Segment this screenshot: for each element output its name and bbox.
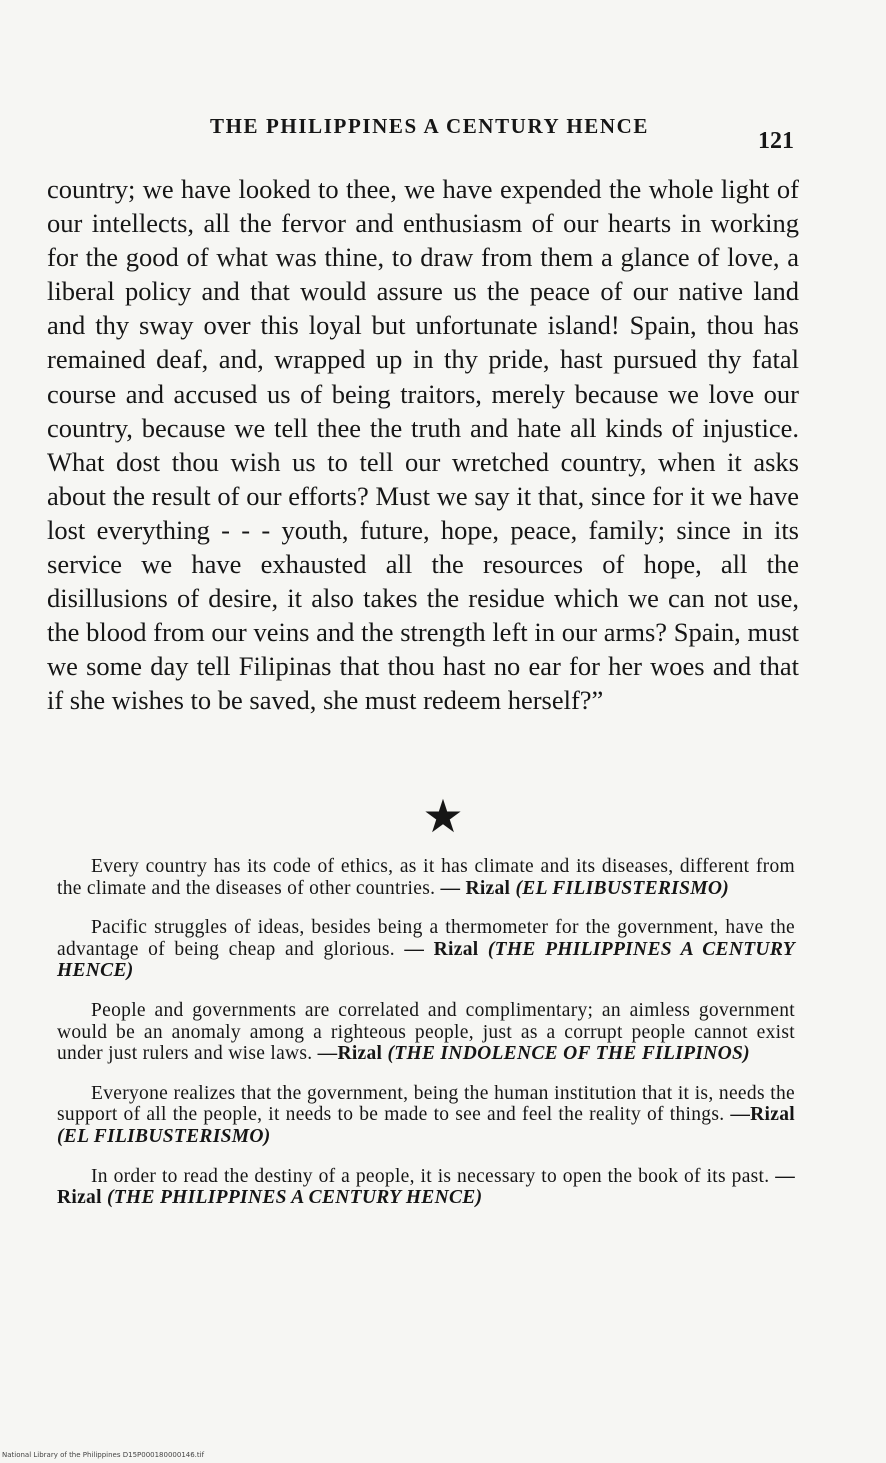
quote-source: (THE PHILIPPINES A CENTURY HENCE) [107, 1187, 483, 1209]
page-header [0, 114, 886, 154]
quote-source: (THE PHILIPPINES A CENTURY HENCE) [57, 938, 795, 982]
quote-source: (EL FILIBUSTERISMO) [515, 877, 730, 899]
quote-attribution: — Rizal [404, 938, 479, 960]
quote-attribution: — Rizal [57, 1165, 795, 1209]
quote-attribution: —Rizal [730, 1104, 795, 1126]
quote-5 [57, 1166, 795, 1209]
quote-attribution: — Rizal [440, 877, 511, 899]
quote-2 [57, 917, 795, 982]
quote-source: (THE INDOLENCE OF THE FILIPINOS) [387, 1043, 750, 1065]
quote-3 [57, 1000, 795, 1065]
scan-footer-note: National Library of the Philippines D15P000180000146.tif [2, 1451, 205, 1459]
quotes-section [57, 856, 795, 1227]
quote-text: In order to read the destiny of a people, it is necessary to open the book of its past. [91, 1165, 770, 1187]
quote-4 [57, 1083, 795, 1148]
quote-text: Everyone realizes that the government, being the human institution that it is, needs the support of all the people, it needs to be made to see and feel the reality of things. [57, 1082, 795, 1126]
page-number: 121 [758, 128, 794, 154]
quote-text: People and governments are correlated and complimentary; an aimless government would be an anomaly among a righteous people, just as a corrupt people cannot exist under just rulers and wise laws. [57, 999, 795, 1065]
body-paragraph: country; we have looked to thee, we have expended the whole light of our intellects, all the fervor and enthusiasm of our hearts in working for the good of what was thine, to draw from them a glance of love, a liberal policy and that would assure us the peace of our native land and thy sway over this loyal but unfortunate island! Spain, thou has remained deaf, and, wrapped up in thy pride, hast pursued thy fatal course and accused us of being traitors, merely because we love our country, because we tell thee the truth and hate all kinds of injustice. What dost thou wish us to tell our wretched country, when it asks about the result of our efforts? Must we say it that, since for it we have lost everything - - - youth, future, hope, peace, family; since in its service we have exhausted all the resources of hope, all the disillusions of desire, it also takes the residue which we can not use, the blood from our veins and the strength left in our arms? Spain, must we some day tell Filipinas that thou hast no ear for her woes and that if she wishes to be saved, she must redeem herself?” [47, 174, 799, 716]
star-icon: ★ [422, 789, 464, 843]
quote-1 [57, 856, 795, 899]
quote-text: Every country has its code of ethics, as it has climate and its diseases, different from the climate and the diseases of other countries. [57, 856, 795, 899]
quote-attribution: —Rizal [317, 1043, 383, 1065]
quote-text: Pacific struggles of ideas, besides being a thermometer for the government, have the advantage of being cheap and glorious. [57, 917, 795, 960]
quote-source: (EL FILIBUSTERISMO) [57, 1125, 271, 1147]
running-title: THE PHILIPPINES A CENTURY HENCE [210, 114, 649, 138]
